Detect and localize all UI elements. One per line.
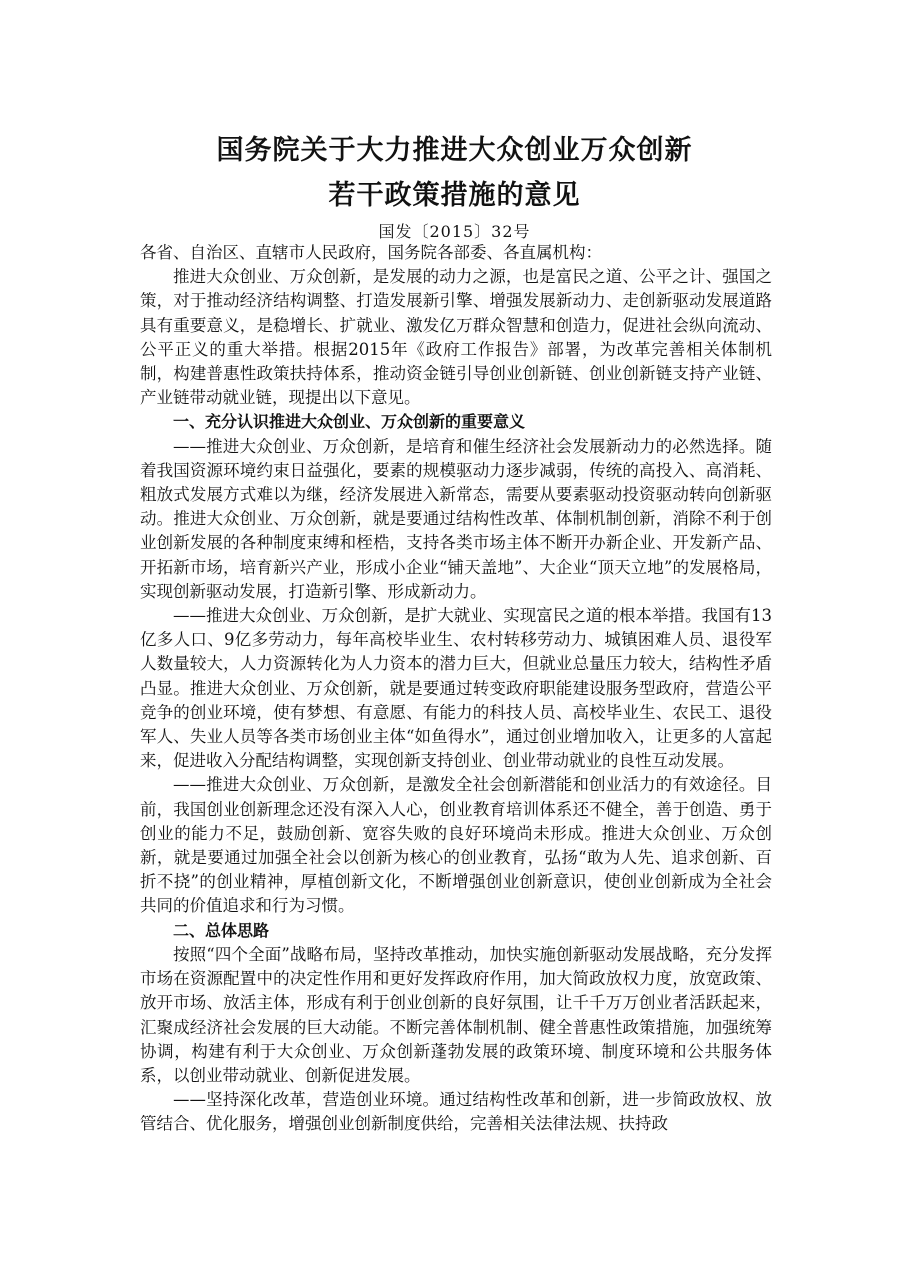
section-2-paragraph-2-lead: ——坚持深化改革，营造创业环境。 [173,1090,440,1110]
section-1-paragraph-2: ——推进大众创业、万众创新，是扩大就业、实现富民之道的根本举措。我国有13亿多人口、9亿多劳动力，每年高校毕业生、农村转移劳动力、城镇困难人员、退役军人数量较大，人力资源转化为人力资本的潜力巨大，但就业总量压力较大，结构性矛盾凸显。推进大众创业、万众创新，就是要通过转变政府职能建设服务型政府，营造公平竞争的创业环境，使有梦想、有意愿、有能力的科技人员、高校毕业生、农民工、退役军人、失业人员等各类市场创业主体“如鱼得水”，通过创业增加收入，让更多的人富起来，促进收入分配结构调整，实现创新支持创业、创业带动就业的良性互动发展。 [140,606,772,771]
document-title-line-2: 若干政策措施的意见 [328,180,581,211]
section-2-paragraph-2-text: 通过结构性改革和创新，进一步简政放权、放管结合、优化服务，增强创业创新制度供给，完善相关法律法规、扶持政 [140,1090,773,1134]
document-number: 国发〔2015〕32号 [378,222,531,241]
section-2-heading: 二、总体思路 [173,920,270,940]
section-1-paragraph-1: ——推进大众创业、万众创新，是培育和催生经济社会发展新动力的必然选择。随着我国资源环境约束日益强化，要素的规模驱动力逐步减弱，传统的高投入、高消耗、粗放式发展方式难以为继，经济发展进入新常态，需要从要素驱动投资驱动转向创新驱动。推进大众创业、万众创新，就是要通过结构性改革、体制机制创新，消除不利于创业创新发展的各种制度束缚和桎梏，支持各类市场主体不断开办新企业、开发新产品、开拓新市场，培育新兴产业，形成小企业“铺天盖地”、大企业“顶天立地”的发展格局，实现创新驱动发展，打造新引擎、形成新动力。 [140,436,772,601]
document-body [140,241,772,1137]
section-1-paragraph-3: ——推进大众创业、万众创新，是激发全社会创新潜能和创业活力的有效途径。目前，我国创业创新理念还没有深入人心，创业教育培训体系还不健全，善于创造、勇于创业的能力不足，鼓励创新、宽容失败的良好环境尚未形成。推进大众创业、万众创新，就是要通过加强全社会以创新为核心的创业教育，弘扬“敢为人先、追求创新、百折不挠”的创业精神，厚植创新文化，不断增强创业创新意识，使创业创新成为全社会共同的价值追求和行为习惯。 [140,775,772,916]
section-2-paragraph-1: 按照“四个全面”战略布局，坚持改革推动，加快实施创新驱动发展战略，充分发挥市场在资源配置中的决定性作用和更好发挥政府作用，加大简政放权力度，放宽政策、放开市场、放活主体，形成有利于创业创新的良好氛围，让千千万万创业者活跃起来，汇聚成经济社会发展的巨大动能。不断完善体制机制、健全普惠性政策措施，加强统筹协调，构建有利于大众创业、万众创新蓬勃发展的政策环境、制度环境和公共服务体系，以创业带动就业、创新促进发展。 [140,944,772,1085]
salutation: 各省、自治区、直辖市人民政府，国务院各部委、各直属机构： [140,243,602,262]
section-2-paragraph-2 [140,1088,772,1136]
document-title-line-1: 国务院关于大力推进大众创业万众创新 [216,135,693,166]
section-1-heading: 一、充分认识推进大众创业、万众创新的重要意义 [173,412,526,432]
intro-paragraph: 推进大众创业、万众创新，是发展的动力之源，也是富民之道、公平之计、强国之策，对于推动经济结构调整、打造发展新引擎、增强发展新动力、走创新驱动发展道路具有重要意义，是稳增长、扩就业、激发亿万群众智慧和创造力，促进社会纵向流动、公平正义的重大举措。根据2015年《政府工作报告》部署，为改革完善相关体制机制，构建普惠性政策扶持体系，推动资金链引导创业创新链、创业创新链支持产业链、产业链带动就业链，现提出以下意见。 [140,267,772,408]
